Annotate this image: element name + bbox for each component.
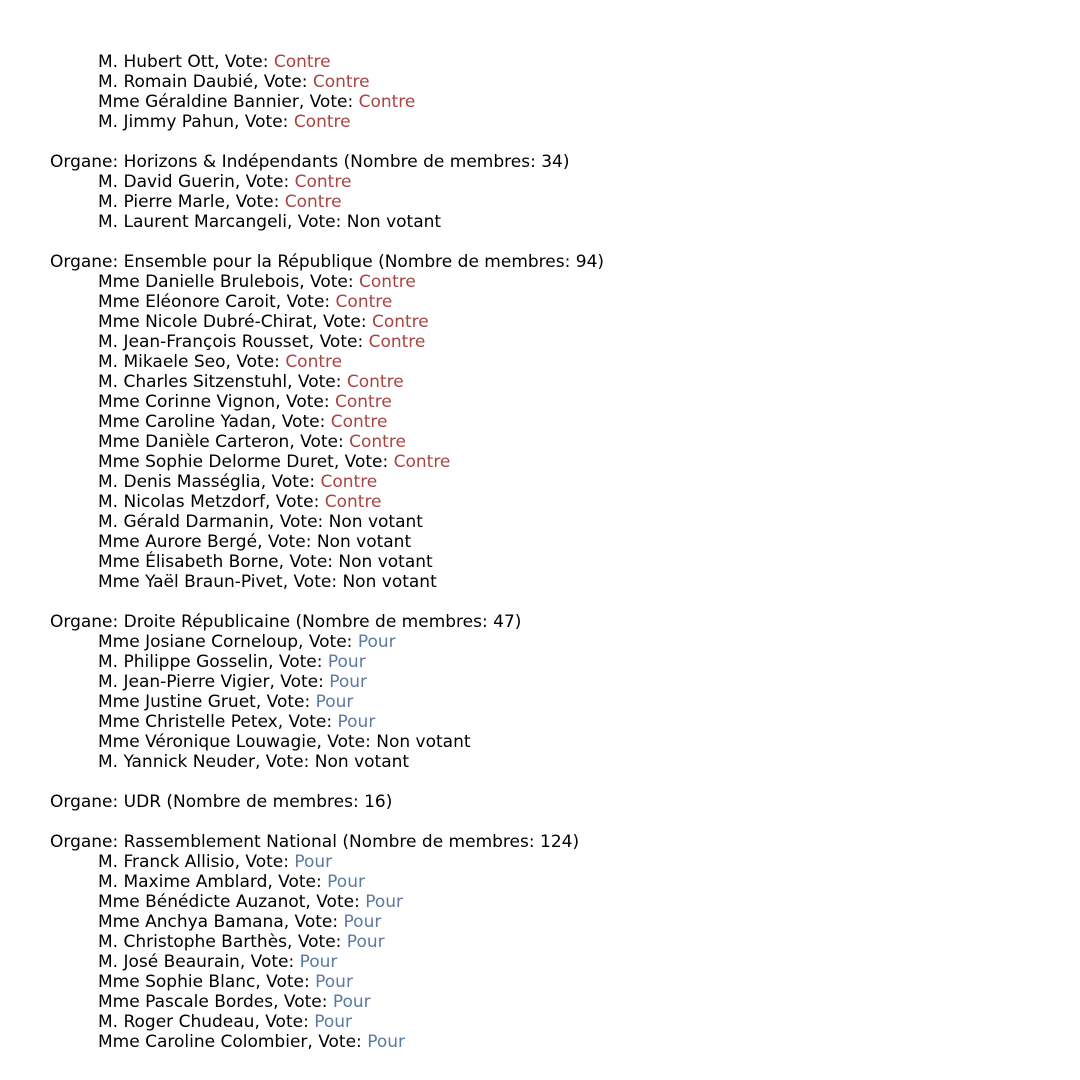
member-name: M. Nicolas Metzdorf: [98, 492, 265, 512]
vote-prefix: , Vote:: [239, 952, 300, 972]
member-name: M. Laurent Marcangeli: [98, 212, 287, 232]
organe-name: Ensemble pour la République: [123, 252, 373, 272]
member-row: [50, 512, 604, 532]
vote-value: Non votant: [346, 212, 442, 232]
vote-prefix: , Vote:: [283, 912, 344, 932]
member-row: [50, 972, 604, 992]
member-row: [50, 912, 604, 932]
organe-section: [50, 792, 604, 812]
group-spacer: [50, 772, 604, 792]
vote-value: Non votant: [376, 732, 471, 752]
vote-prefix: , Vote:: [225, 352, 286, 372]
group-spacer: [50, 592, 604, 612]
vote-value: Pour: [294, 852, 333, 872]
organe-header: [50, 792, 604, 812]
member-name: M. Franck Allisio: [98, 852, 235, 872]
vote-prefix: , Vote:: [257, 532, 317, 552]
vote-value: Pour: [329, 672, 368, 692]
vote-prefix: , Vote:: [234, 112, 294, 132]
member-name: Mme Sophie Blanc: [98, 972, 256, 992]
organe-header: [50, 152, 604, 172]
vote-value: Contre: [335, 392, 392, 412]
vote-value: Pour: [315, 972, 353, 992]
member-row: [50, 1032, 604, 1052]
member-name: Mme Eléonore Caroit: [98, 292, 276, 312]
vote-prefix: , Vote:: [254, 1012, 315, 1032]
vote-value: Pour: [314, 1012, 353, 1032]
vote-prefix: , Vote:: [253, 72, 313, 92]
organe-header: [50, 252, 604, 272]
group-spacer: [50, 232, 604, 252]
member-row: [50, 72, 604, 92]
member-row: [50, 672, 604, 692]
member-name: M. José Beaurain: [98, 952, 240, 972]
member-name: Mme Danielle Brulebois: [98, 272, 300, 292]
member-row: [50, 492, 604, 512]
member-name: Mme Anchya Bamana: [98, 912, 284, 932]
vote-prefix: , Vote:: [275, 292, 336, 312]
member-row: [50, 192, 604, 212]
member-name: M. Romain Daubié: [98, 72, 254, 92]
member-row: [50, 212, 604, 232]
member-name: M. Hubert Ott: [98, 52, 215, 72]
member-name: Mme Danièle Carteron: [98, 432, 290, 452]
organe-prefix: Organe:: [50, 152, 124, 172]
member-name: Mme Sophie Delorme Duret: [98, 452, 334, 472]
member-name: M. Charles Sitzenstuhl: [98, 372, 288, 392]
vote-prefix: , Vote:: [308, 332, 369, 352]
member-name: M. Jimmy Pahun: [98, 112, 235, 132]
vote-value: Pour: [315, 692, 354, 712]
vote-value: Contre: [312, 72, 370, 92]
member-row: [50, 392, 604, 412]
member-name: M. Maxime Amblard: [98, 872, 268, 892]
organe-member-count: 34: [541, 152, 563, 172]
vote-value: Contre: [324, 492, 382, 512]
vote-value: Contre: [293, 112, 351, 132]
organe-member-count: 47: [493, 612, 515, 632]
member-row: [50, 632, 604, 652]
member-row: [50, 352, 604, 372]
members-suffix: ): [385, 792, 393, 812]
organe-header: [50, 832, 604, 852]
member-row: [50, 272, 604, 292]
member-name: Mme Bénédicte Auzanot: [98, 892, 306, 912]
vote-prefix: , Vote:: [298, 632, 358, 652]
member-name: Mme Caroline Yadan: [98, 412, 271, 432]
vote-value: Contre: [285, 352, 343, 372]
member-row: [50, 292, 604, 312]
member-name: Mme Josiane Corneloup: [98, 632, 299, 652]
member-row: [50, 1012, 604, 1032]
member-name: Mme Pascale Bordes: [98, 992, 274, 1012]
members-suffix: ): [572, 832, 580, 852]
members-prefix: (Nombre de membres:: [338, 152, 542, 172]
member-name: M. Denis Masséglia: [98, 472, 261, 492]
vote-value: Pour: [327, 652, 366, 672]
vote-prefix: , Vote:: [255, 692, 316, 712]
vote-prefix: , Vote:: [268, 512, 329, 532]
vote-value: Pour: [327, 872, 365, 892]
vote-value: Pour: [332, 992, 371, 1012]
member-name: Mme Caroline Colombier: [98, 1032, 308, 1052]
organe-section: [50, 612, 604, 772]
organe-member-count: 16: [364, 792, 386, 812]
member-name: M. Jean-François Rousset: [98, 332, 309, 352]
vote-value: Contre: [346, 372, 404, 392]
vote-prefix: , Vote:: [333, 452, 394, 472]
vote-prefix: , Vote:: [312, 312, 372, 332]
vote-value: Contre: [349, 432, 406, 452]
member-row: [50, 932, 604, 952]
member-row: [50, 652, 604, 672]
vote-prefix: , Vote:: [305, 892, 366, 912]
members-prefix: (Nombre de membres:: [336, 832, 540, 852]
member-name: Mme Élisabeth Borne: [98, 552, 279, 572]
vote-prefix: , Vote:: [282, 572, 343, 592]
member-row: [50, 112, 604, 132]
vote-prefix: , Vote:: [307, 1032, 368, 1052]
member-name: M. David Guerin: [98, 172, 235, 192]
vote-value: Contre: [368, 332, 426, 352]
member-name: Mme Corinne Vignon: [98, 392, 276, 412]
members-suffix: ): [562, 152, 570, 172]
vote-value: Contre: [273, 52, 331, 72]
vote-prefix: , Vote:: [287, 372, 347, 392]
vote-value: Contre: [359, 272, 416, 292]
vote-value: Contre: [320, 472, 378, 492]
organe-prefix: Organe:: [50, 792, 124, 812]
vote-prefix: , Vote:: [277, 712, 338, 732]
vote-prefix: , Vote:: [267, 872, 328, 892]
vote-prefix: , Vote:: [224, 192, 285, 212]
vote-value: Pour: [337, 712, 376, 732]
vote-prefix: , Vote:: [255, 752, 315, 772]
vote-prefix: , Vote:: [234, 172, 295, 192]
organe-name: Rassemblement National: [123, 832, 337, 852]
vote-value: Pour: [343, 912, 382, 932]
member-row: [50, 852, 604, 872]
vote-prefix: , Vote:: [299, 272, 360, 292]
vote-value: Contre: [294, 172, 352, 192]
member-name: Mme Véronique Louwagie: [98, 732, 317, 752]
member-name: Mme Christelle Petex: [98, 712, 278, 732]
member-row: [50, 372, 604, 392]
member-row: [50, 872, 604, 892]
vote-prefix: , Vote:: [268, 652, 328, 672]
organe-name: UDR: [123, 792, 162, 812]
member-name: M. Mikaele Seo: [98, 352, 226, 372]
group-spacer: [50, 132, 604, 152]
organe-prefix: Organe:: [50, 252, 124, 272]
member-name: M. Philippe Gosselin: [98, 652, 269, 672]
vote-value: Non votant: [314, 752, 410, 772]
member-row: [50, 552, 604, 572]
member-name: M. Pierre Marle: [98, 192, 225, 212]
member-row: [50, 92, 604, 112]
vote-prefix: , Vote:: [287, 212, 347, 232]
vote-prefix: , Vote:: [273, 992, 333, 1012]
vote-value: Pour: [357, 632, 396, 652]
member-row: [50, 732, 604, 752]
member-name: M. Yannick Neuder: [98, 752, 255, 772]
vote-prefix: , Vote:: [298, 92, 359, 112]
member-row: [50, 712, 604, 732]
vote-value: Contre: [284, 192, 342, 212]
vote-value: Non votant: [328, 512, 423, 532]
vote-value: Contre: [330, 412, 388, 432]
vote-value: Pour: [346, 932, 385, 952]
vote-prefix: , Vote:: [275, 392, 335, 412]
member-name: M. Jean-Pierre Vigier: [98, 672, 270, 692]
vote-prefix: , Vote:: [264, 492, 325, 512]
organe-name: Horizons & Indépendants: [123, 152, 339, 172]
vote-prefix: , Vote:: [316, 732, 377, 752]
vote-value: Contre: [335, 292, 393, 312]
vote-value: Pour: [299, 952, 338, 972]
member-name: M. Christophe Barthès: [98, 932, 288, 952]
organe-prefix: Organe:: [50, 612, 124, 632]
member-row: [50, 52, 604, 72]
vote-prefix: , Vote:: [255, 972, 316, 992]
member-row: [50, 752, 604, 772]
organe-section: [50, 152, 604, 232]
vote-prefix: , Vote:: [289, 432, 350, 452]
vote-prefix: , Vote:: [270, 412, 331, 432]
vote-value: Contre: [358, 92, 416, 112]
member-name: M. Gérald Darmanin: [98, 512, 269, 532]
member-row: [50, 892, 604, 912]
vote-prefix: , Vote:: [287, 932, 347, 952]
organe-section: [50, 252, 604, 592]
member-name: M. Roger Chudeau: [98, 1012, 255, 1032]
vote-prefix: , Vote:: [260, 472, 321, 492]
organe-prefix: Organe:: [50, 832, 124, 852]
member-row: [50, 452, 604, 472]
member-row: [50, 432, 604, 452]
vote-value: Pour: [365, 892, 404, 912]
vote-value: Non votant: [316, 532, 412, 552]
member-row: [50, 472, 604, 492]
member-row: [50, 992, 604, 1012]
member-row: [50, 692, 604, 712]
member-name: Mme Aurore Bergé: [98, 532, 258, 552]
vote-prefix: , Vote:: [269, 672, 330, 692]
members-suffix: ): [514, 612, 522, 632]
member-name: Mme Yaël Braun-Pivet: [98, 572, 283, 592]
member-row: [50, 312, 604, 332]
organe-member-count: 94: [575, 252, 598, 272]
member-row: [50, 532, 604, 552]
member-row: [50, 332, 604, 352]
member-row: [50, 572, 604, 592]
vote-prefix: , Vote:: [214, 52, 274, 72]
member-name: Mme Nicole Dubré-Chirat: [98, 312, 313, 332]
members-suffix: ): [597, 252, 605, 272]
members-prefix: (Nombre de membres:: [290, 612, 494, 632]
vote-value: Non votant: [342, 572, 437, 592]
vote-value: Non votant: [338, 552, 433, 572]
vote-value: Contre: [371, 312, 429, 332]
organe-section: [50, 52, 604, 132]
member-row: [50, 412, 604, 432]
member-name: Mme Géraldine Bannier: [98, 92, 299, 112]
group-spacer: [50, 812, 604, 832]
vote-value: Contre: [393, 452, 451, 472]
member-row: [50, 952, 604, 972]
member-row: [50, 172, 604, 192]
members-prefix: (Nombre de membres:: [372, 252, 576, 272]
vote-value: Pour: [367, 1032, 405, 1052]
organe-header: [50, 612, 604, 632]
organe-name: Droite Républicaine: [123, 612, 291, 632]
vote-prefix: , Vote:: [278, 552, 339, 572]
organe-member-count: 124: [540, 832, 573, 852]
members-prefix: (Nombre de membres:: [161, 792, 365, 812]
organe-section: [50, 832, 604, 1052]
vote-prefix: , Vote:: [234, 852, 295, 872]
vote-document: [50, 52, 604, 1052]
member-name: Mme Justine Gruet: [98, 692, 256, 712]
